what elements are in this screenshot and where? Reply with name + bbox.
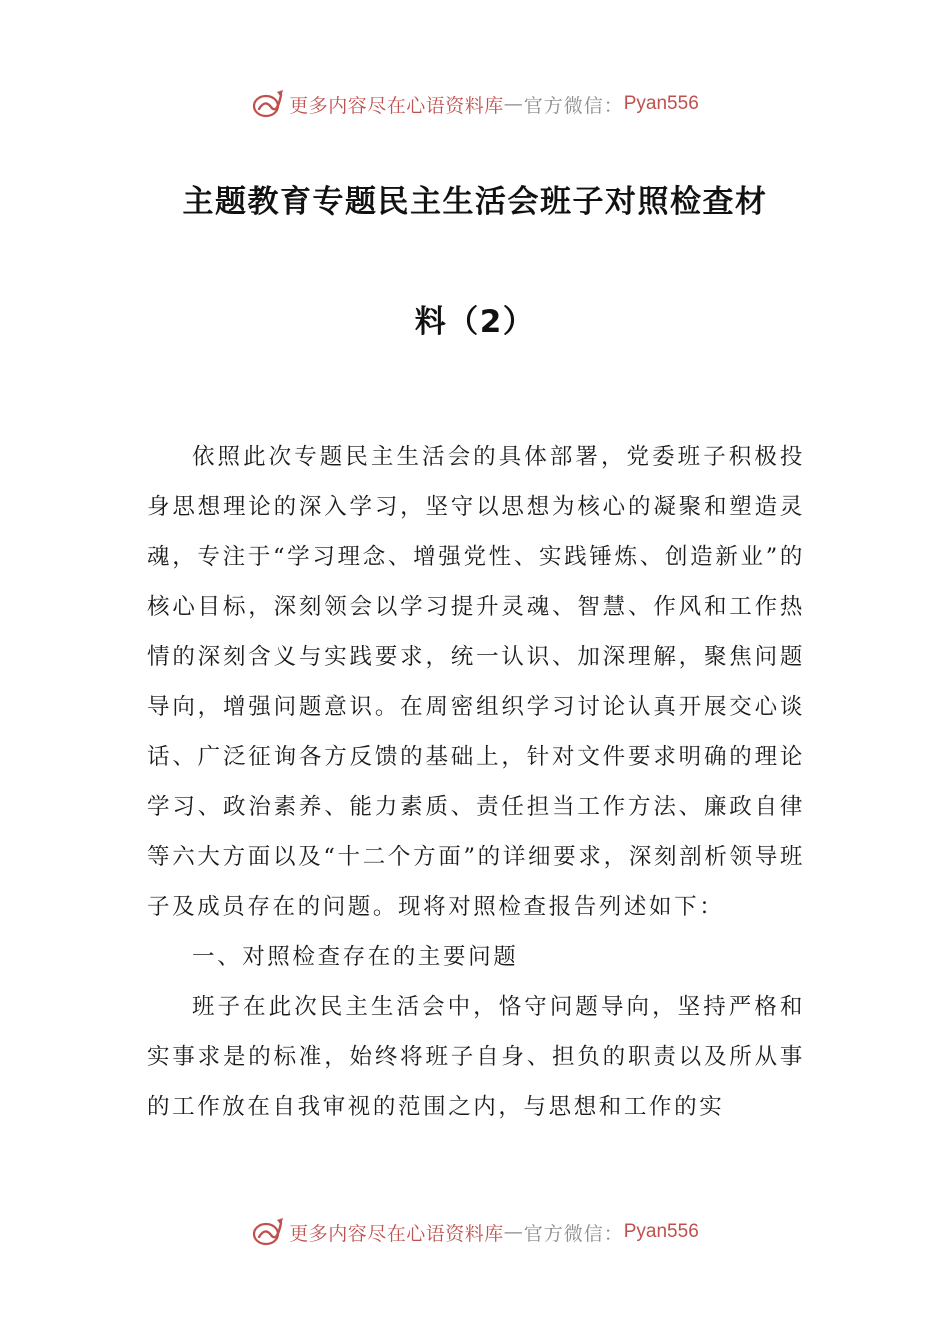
- section-heading-1: 一、对照检查存在的主要问题: [192, 944, 519, 970]
- watermark-contact-label: 官方微信：: [523, 1222, 624, 1245]
- watermark-dash: —: [503, 93, 524, 115]
- watermark-site-text: 更多内容尽在心语资料库: [289, 1222, 504, 1245]
- pen-signature-icon: [251, 1215, 285, 1249]
- watermark-banner-bottom: [0, 1210, 950, 1254]
- watermark-contact-label: 官方微信：: [523, 94, 624, 117]
- paragraph-intro: 依照此次专题民主生活会的具体部署，党委班子积极投身思想理论的深入学习，坚守以思想为核心的凝聚和塑造灵魂，专注于“学习理念、增强党性、实践锤炼、创造新业”的核心目标，深刻领会以学习提升灵魂、智慧、作风和工作热情的深刻含义与实践要求，统一认识、加深理解，聚焦问题导向，增强问题意识。在周密组织学习讨论认真开展交心谈话、广泛征询各方反馈的基础上，针对文件要求明确的理论学习、政治素养、能力素质、责任担当工作方法、廉政自律等六大方面以及“十二个方面”的详细要求，深刻剖析领导班子及成员存在的问题。现将对照检查报告列述如下：: [147, 444, 805, 920]
- watermark-dash: —: [503, 1221, 524, 1243]
- watermark-banner-top: [0, 82, 950, 126]
- document-title-line-1: 主题教育专题民主生活会班子对照检查材: [182, 184, 768, 220]
- document-body: [147, 432, 805, 1132]
- document-title-line-2: 料（2）: [414, 304, 536, 340]
- paragraph-section-1: 班子在此次民主生活会中，恪守问题导向，坚持严格和实事求是的标准，始终将班子自身、担负的职责以及所从事的工作放在自我审视的范围之内，与思想和工作的实: [147, 994, 805, 1120]
- watermark-contact-id: Pyan556: [623, 1221, 699, 1242]
- watermark-site-text: 更多内容尽在心语资料库: [289, 94, 504, 117]
- watermark-contact-id: Pyan556: [623, 93, 699, 114]
- pen-signature-icon: [251, 87, 285, 121]
